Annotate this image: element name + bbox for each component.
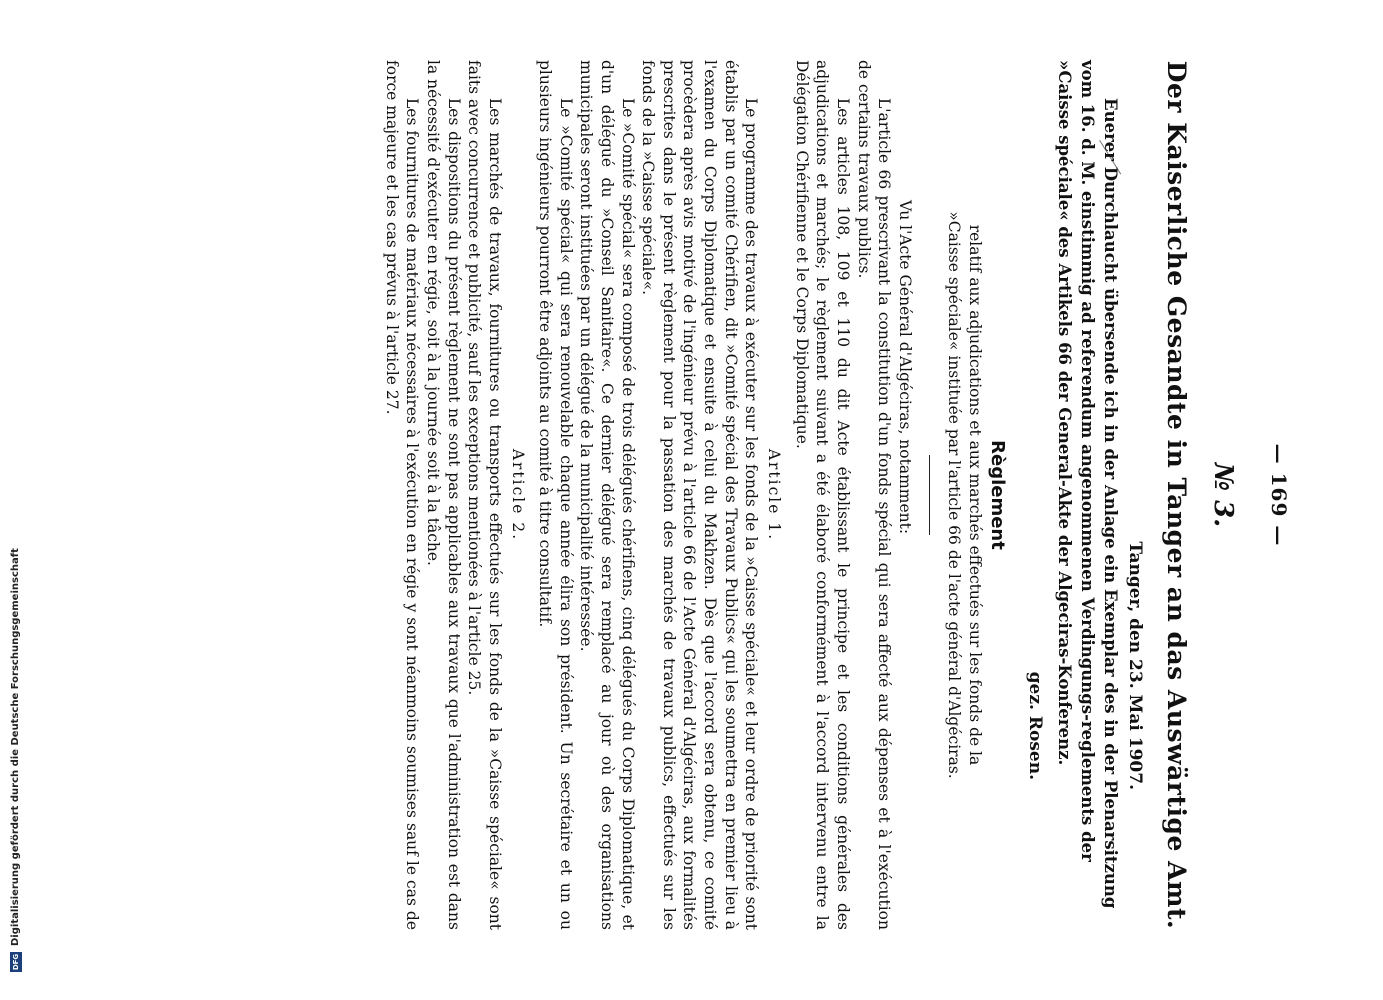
article-1-paragraph: Le programme des travaux à exécuter sur les fonds de la »Caisse spéciale« et leur ordre de priorité sont établis par un comité Chérifien, dit »Comité spécial des Travaux Publics« qui les soumettra en premier lieu à l'examen du Corps Diplomatique et ensuite à celui du Makhzen. Dès que l'accord sera obtenu, ce comité procèdera après avis motivé de l'ingénieur prévu à l'article 66 de l'Acte Général d'Algéciras, aux formalités prescrites dans le présent règlement pour la passation des marchés de travaux publics, effectués sur les fonds de la »Caisse spéciale«. <box>639 60 761 930</box>
document-heading: Der Kaiserliche Gesandte in Tanger an das Auswärtige Amt. <box>1162 60 1191 930</box>
article-1-heading: Article 1. <box>765 448 784 542</box>
cover-letter-text: Euerer Durchlaucht übersende ich in der Anlage ein Exemplar des in der Plenarsitzung vom 16. d. M. einstimmig ad referendum angenommenen Verdingungs-reglements der »Caisse spéciale« des Artikels 66 der General-Akte der Algeciras-Konferenz. <box>1055 60 1120 909</box>
article-2-paragraph: Les dispositions du présent règlement ne sont pas applicables aux travaux que l'administration est dans la nécessité d'exécuter en régie, soit à la journée soit à la tâche. <box>423 60 463 930</box>
preamble-intro: Vu l'Acte Général d'Algéciras, notamment: <box>895 200 914 535</box>
article-1-paragraph: Le »Comité spécial« sera composé de trois délégués chérifiens, cinq délégués du Corps Diplomatique, et d'un délégué du »Conseil Sanitaire«. Ce dernier délégué sera remplacé au jour où des organisations municipales seront instituées par un délégué de la municipalité intéressée. <box>577 60 637 930</box>
article-2-paragraph: Les marchés de travaux, fournitures ou transports effectués sur les fonds de la »Caisse spéciale« sont faits avec concurrence et publicité, sauf les exceptions mentionées à l'article 25. <box>465 60 504 930</box>
article-1-paragraph: Le »Comité spécial« qui sera renouvelable chaque année élira son président. Un secrétaire et un ou plusieurs ingénieurs pourront être adjoints au comité à titre consultatif. <box>536 60 575 930</box>
article-2-heading: Article 2. <box>508 448 527 542</box>
cover-letter <box>1053 60 1122 930</box>
reglement-subtitle-line-2: »Caisse spéciale« instituée par l'article 66 de l'acte général d'Algéciras. <box>945 211 964 779</box>
digitization-credit-text: Digitalisierung gefördert durch die Deutsche Forschungsgemeinschaft <box>10 548 21 946</box>
dfg-logo: DFG <box>12 953 20 971</box>
date-line: Tanger, den 23. Mai 1907. <box>1125 541 1145 790</box>
preamble-article-66: L'article 66 prescrivant la constitution d'un fonds spécial qui sera affecté aux dépenses et à l'exécution de certains travaux publics. <box>854 60 894 930</box>
digitization-credit-strip <box>0 0 20 1000</box>
document-number: № 3. <box>1208 462 1238 528</box>
document-page <box>186 60 1296 930</box>
reglement-title: Règlement <box>987 440 1008 550</box>
reglement-subtitle-line-1: relatif aux adjudications et aux marchés effectués sur les fonds de la <box>966 224 984 766</box>
page-number: — 169 — <box>1267 443 1291 547</box>
signature: gez. Rosen. <box>1025 671 1045 780</box>
digitization-credit <box>10 548 22 972</box>
article-2-paragraph: Les fournitures de matériaux nécessaires à l'exécution en régie y sont néanmoins soumises sauf le cas de force majeure et les cas prévus à l'article 27. <box>382 60 422 930</box>
divider <box>929 455 930 535</box>
preamble-articles-108-110: Les articles 108, 109 et 110 du dit Acte établissant le principe et les conditions générales des adjudications et marchés; le règlement suivant a été élaboré conformément à l'accord intervenu entre la Délégation Chérifienne et le Corps Diplomatique. <box>792 60 853 930</box>
